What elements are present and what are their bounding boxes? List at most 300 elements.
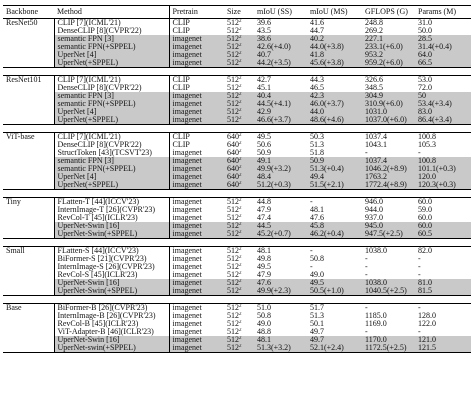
separator-cell: [3, 125, 471, 133]
miou-ss-cell: 42.7: [254, 76, 307, 85]
size-superscript: 2: [239, 149, 242, 154]
method-cell: semantic FPN(+SPPEL): [54, 43, 169, 51]
backbone-cell: ViT-base: [3, 133, 54, 142]
backbone-cell: [3, 230, 54, 239]
params-cell: 60.5: [415, 230, 471, 239]
miou-ss-cell: 45.2(+0.7): [254, 230, 307, 239]
backbone-cell: Base: [3, 304, 54, 313]
gflops-cell: -: [365, 328, 368, 336]
size-cell: [224, 173, 254, 181]
miou-ms-cell: 50.5(+1.0): [307, 287, 362, 296]
size-superscript: 2: [239, 165, 242, 170]
miou-ms-cell: 50.9: [307, 157, 362, 165]
table-row: [3, 312, 471, 320]
params-cell: 83.0: [415, 108, 471, 116]
size-cell: [224, 214, 254, 222]
size-value: 512: [227, 75, 239, 84]
table-row: [3, 287, 471, 296]
size-superscript: 2: [239, 279, 242, 284]
backbone-cell: [3, 27, 54, 35]
gflops-cell: 1170.0: [362, 336, 415, 344]
size-superscript: 2: [239, 328, 242, 333]
gflops-cell: 946.0: [362, 198, 415, 207]
miou-ss-cell: 47.9: [257, 206, 271, 214]
size-superscript: 2: [239, 19, 242, 24]
params-cell: 121.5: [415, 344, 471, 353]
size-value: 512: [227, 18, 239, 27]
size-superscript: 2: [239, 271, 242, 276]
size-value: 512: [227, 59, 239, 67]
method-cell: DenseCLIP [8](CVPR'22): [57, 141, 142, 149]
size-cell: [224, 165, 254, 173]
size-value: 640: [227, 173, 239, 181]
miou-ss-cell: 42.9: [254, 108, 307, 116]
table-row: [3, 214, 471, 222]
method-cell: UperNet(+SPPEL): [54, 59, 169, 68]
params-cell: 101.1(+0.3): [415, 165, 471, 173]
method-cell: DenseCLIP [8](CVPR'22): [57, 27, 142, 35]
miou-ms-cell: 44.0: [307, 108, 362, 116]
gflops-cell: 248.8: [365, 18, 383, 27]
size-cell: [224, 92, 254, 100]
miou-ss-cell: 50.8: [257, 312, 271, 320]
pretrain-cell: CLIP: [169, 84, 224, 92]
size-cell: [224, 27, 254, 35]
size-superscript: 2: [239, 92, 242, 97]
miou-ss-cell: 51.2(+0.3): [254, 181, 307, 190]
size-cell: [224, 230, 254, 239]
miou-ms-cell: 51.3(+0.4): [307, 165, 362, 173]
miou-ms-cell: 48.1: [310, 206, 324, 214]
backbone-cell: [3, 255, 54, 263]
gflops-cell: 269.2: [365, 27, 383, 35]
size-value: 640: [227, 141, 239, 149]
pretrain-cell: imagenet: [169, 35, 224, 43]
backbone-cell: [3, 312, 54, 320]
pretrain-cell: CLIP: [169, 76, 224, 85]
params-cell: 72.0: [418, 84, 432, 92]
table-row: [3, 35, 471, 43]
method-cell: UperNet-Swin [16]: [54, 336, 169, 344]
pretrain-cell: imagenet: [169, 304, 224, 313]
backbone-cell: [3, 35, 54, 43]
method-cell: InternImage-B [26](CVPR'23): [57, 312, 156, 320]
gflops-cell: 937.0: [365, 214, 383, 222]
backbone-cell: [3, 271, 54, 279]
params-cell: 105.3: [418, 141, 436, 149]
miou-ss-cell: 48.4: [254, 173, 307, 181]
table-row: [3, 181, 471, 190]
miou-ms-cell: 46.5: [310, 84, 324, 92]
size-value: 512: [227, 51, 239, 59]
params-cell: 59.0: [418, 206, 432, 214]
size-cell: [224, 108, 254, 116]
group-separator: [3, 190, 471, 198]
group-separator: [3, 125, 471, 133]
size-cell: [224, 133, 254, 142]
gflops-cell: 1031.0: [362, 108, 415, 116]
size-cell: [224, 304, 254, 313]
backbone-cell: [3, 43, 54, 51]
backbone-cell: [3, 173, 54, 181]
size-value: 512: [227, 303, 239, 312]
table-row: [3, 149, 471, 157]
pretrain-cell: CLIP: [169, 19, 224, 28]
size-value: 512: [227, 100, 239, 108]
method-cell: BiFormer-B [26](CVPR'23): [54, 304, 169, 313]
method-cell: UperNet(+SPPEL): [54, 116, 169, 125]
miou-ms-cell: 48.6(+4.6): [307, 116, 362, 125]
size-value: 512: [227, 246, 239, 255]
backbone-cell: [3, 165, 54, 173]
size-superscript: 2: [239, 336, 242, 341]
size-superscript: 2: [239, 100, 242, 105]
backbone-cell: [3, 59, 54, 68]
backbone-cell: [3, 51, 54, 59]
miou-ss-cell: 49.9(+2.3): [254, 287, 307, 296]
backbone-cell: ResNet101: [3, 76, 54, 85]
method-cell: UperNet-Swin [16]: [54, 222, 169, 230]
params-cell: 50.0: [418, 27, 432, 35]
params-cell: 60.0: [415, 222, 471, 230]
pretrain-cell: imagenet: [169, 312, 224, 320]
table-row: [3, 328, 471, 336]
size-value: 512: [227, 263, 239, 271]
size-superscript: 2: [239, 230, 242, 235]
size-superscript: 2: [239, 76, 242, 81]
pretrain-cell: imagenet: [169, 157, 224, 165]
table-row: [3, 84, 471, 92]
table-body: [3, 19, 471, 353]
size-value: 512: [227, 222, 239, 230]
backbone-cell: [3, 320, 54, 328]
method-cell: UperNet(+SPPEL): [54, 181, 169, 190]
miou-ss-cell: 47.6: [254, 279, 307, 287]
size-value: 512: [227, 336, 239, 344]
gflops-cell: 1037.4: [362, 157, 415, 165]
gflops-cell: 1772.4(+8.9): [362, 181, 415, 190]
size-superscript: 2: [239, 84, 242, 89]
method-cell: UperNet-Swin(+SPPEL): [54, 287, 169, 296]
miou-ss-cell: 45.1: [257, 84, 271, 92]
header-params: Params (M): [415, 6, 471, 19]
size-value: 512: [227, 84, 239, 92]
separator-cell: [3, 190, 471, 198]
miou-ms-cell: 51.7: [307, 304, 362, 313]
table-row: [3, 141, 471, 149]
pretrain-cell: imagenet: [169, 230, 224, 239]
miou-ss-cell: 49.1: [254, 157, 307, 165]
size-cell: [224, 157, 254, 165]
size-cell: [224, 320, 254, 328]
method-cell: FLatten-S [44](ICCV'23): [54, 247, 169, 256]
params-cell: 81.0: [415, 279, 471, 287]
miou-ms-cell: 51.5(+2.1): [307, 181, 362, 190]
miou-ms-cell: 49.5: [307, 279, 362, 287]
size-cell: [224, 247, 254, 256]
params-cell: 120.3(+0.3): [415, 181, 471, 190]
miou-ss-cell: 38.6: [254, 35, 307, 43]
table-row: [3, 255, 471, 263]
pretrain-cell: imagenet: [169, 92, 224, 100]
pretrain-cell: imagenet: [169, 328, 224, 336]
params-cell: 60.0: [418, 214, 432, 222]
miou-ms-cell: 50.8: [310, 255, 324, 263]
size-superscript: 2: [239, 108, 242, 113]
miou-ms-cell: -: [307, 247, 362, 256]
separator-cell: [3, 296, 471, 304]
backbone-cell: [3, 84, 54, 92]
table-row: [3, 173, 471, 181]
size-cell: [224, 84, 254, 92]
params-cell: -: [418, 328, 421, 336]
header-backbone: Backbone: [3, 6, 54, 19]
results-table: [3, 5, 471, 353]
pretrain-cell: imagenet: [169, 165, 224, 173]
gflops-cell: -: [362, 304, 415, 313]
header-pretrain: Pretrain: [169, 6, 224, 19]
miou-ss-cell: 42.6(+4.0): [254, 43, 307, 51]
gflops-cell: 953.2: [362, 51, 415, 59]
size-superscript: 2: [239, 214, 242, 219]
table-row: [3, 133, 471, 142]
method-cell: RevCol-T [45](ICLR'23): [57, 214, 138, 222]
pretrain-cell: imagenet: [169, 222, 224, 230]
gflops-cell: 1040.5(+2.5): [362, 287, 415, 296]
table-row: [3, 271, 471, 279]
miou-ss-cell: 46.6(+3.7): [254, 116, 307, 125]
method-cell: DenseCLIP [8](CVPR'22): [57, 84, 142, 92]
method-cell: CLIP [7](ICML'21): [54, 76, 169, 85]
size-value: 512: [227, 43, 239, 51]
size-superscript: 2: [239, 255, 242, 260]
method-cell: CLIP [7](ICML'21): [54, 133, 169, 142]
params-cell: 100.8: [415, 157, 471, 165]
backbone-cell: [3, 157, 54, 165]
size-superscript: 2: [239, 51, 242, 56]
table-row: [3, 320, 471, 328]
size-superscript: 2: [239, 247, 242, 252]
pretrain-cell: CLIP: [169, 133, 224, 142]
miou-ms-cell: 50.1: [310, 320, 324, 328]
params-cell: 50: [415, 92, 471, 100]
size-superscript: 2: [239, 59, 242, 64]
group-separator: [3, 296, 471, 304]
group-separator: [3, 68, 471, 76]
size-cell: [224, 279, 254, 287]
method-cell: semantic FPN [3]: [54, 35, 169, 43]
table-row: [3, 344, 471, 353]
size-cell: [224, 76, 254, 85]
pretrain-cell: imagenet: [169, 108, 224, 116]
miou-ms-cell: 46.0(+3.7): [307, 100, 362, 108]
size-value: 512: [227, 344, 239, 352]
table-row: [3, 157, 471, 165]
backbone-cell: [3, 279, 54, 287]
pretrain-cell: imagenet: [169, 59, 224, 68]
table-row: [3, 263, 471, 271]
miou-ss-cell: 49.9(+3.2): [254, 165, 307, 173]
table-row: [3, 51, 471, 59]
size-value: 512: [227, 230, 239, 238]
size-cell: [224, 181, 254, 190]
pretrain-cell: imagenet: [169, 198, 224, 207]
size-superscript: 2: [239, 157, 242, 162]
gflops-cell: 945.0: [362, 222, 415, 230]
size-cell: [224, 51, 254, 59]
size-value: 640: [227, 132, 239, 141]
size-cell: [224, 344, 254, 353]
miou-ss-cell: 49.8: [257, 255, 271, 263]
size-value: 640: [227, 181, 239, 189]
method-cell: UperNet [4]: [54, 51, 169, 59]
method-cell: InternImage-S [26](CVPR'23): [57, 263, 155, 271]
size-value: 512: [227, 27, 239, 35]
gflops-cell: 326.6: [362, 76, 415, 85]
size-value: 512: [227, 197, 239, 206]
gflops-cell: -: [365, 263, 368, 271]
table-row: [3, 304, 471, 313]
size-superscript: 2: [239, 181, 242, 186]
miou-ms-cell: 51.8: [310, 149, 324, 157]
size-cell: [224, 336, 254, 344]
gflops-cell: 348.5: [365, 84, 383, 92]
size-value: 512: [227, 279, 239, 287]
miou-ss-cell: 51.3(+3.2): [254, 344, 307, 353]
size-cell: [224, 100, 254, 108]
table-row: [3, 100, 471, 108]
method-cell: UperNet-Swin [16]: [54, 279, 169, 287]
params-cell: -: [415, 304, 471, 313]
size-superscript: 2: [239, 141, 242, 146]
miou-ms-cell: 47.6: [310, 214, 324, 222]
size-cell: [224, 206, 254, 214]
pretrain-cell: imagenet: [169, 181, 224, 190]
miou-ss-cell: 39.6: [257, 18, 271, 27]
params-cell: 86.4(+3.4): [415, 116, 471, 125]
gflops-cell: 1763.2: [362, 173, 415, 181]
miou-ss-cell: 43.5: [257, 27, 271, 35]
method-cell: RevCol-B [45](ICLR'23): [57, 320, 139, 328]
method-cell: CLIP [7](ICML'21): [57, 18, 121, 27]
pretrain-cell: CLIP: [169, 27, 224, 35]
miou-ss-cell: 51.0: [254, 304, 307, 313]
miou-ss-cell: 48.1: [254, 336, 307, 344]
header-row: [3, 6, 471, 19]
miou-ms-cell: 45.6(+3.8): [307, 59, 362, 68]
params-cell: 31.0: [418, 18, 432, 27]
table-row: [3, 19, 471, 28]
size-cell: [224, 222, 254, 230]
backbone-cell: [3, 263, 54, 271]
miou-ms-cell: 49.7: [310, 328, 324, 336]
miou-ms-cell: 50.3: [307, 133, 362, 142]
table-row: [3, 43, 471, 51]
method-cell: BiFormer-S [21](CVPR'23): [57, 255, 147, 263]
gflops-cell: 1185.0: [365, 312, 387, 320]
size-value: 640: [227, 157, 239, 165]
size-value: 512: [227, 108, 239, 116]
size-superscript: 2: [239, 263, 242, 268]
miou-ms-cell: 41.8: [307, 51, 362, 59]
size-value: 512: [227, 255, 239, 263]
size-value: 512: [227, 328, 239, 336]
method-cell: ViT-Adapter-B [46](ICLR'23): [57, 328, 154, 336]
size-superscript: 2: [239, 312, 242, 317]
miou-ss-cell: 48.8: [257, 328, 271, 336]
backbone-cell: [3, 92, 54, 100]
miou-ms-cell: 44.7: [310, 27, 324, 35]
size-cell: [224, 198, 254, 207]
pretrain-cell: imagenet: [169, 43, 224, 51]
separator-cell: [3, 239, 471, 247]
miou-ms-cell: -: [307, 198, 362, 207]
params-cell: 122.0: [418, 320, 436, 328]
gflops-cell: 233.1(+6.0): [362, 43, 415, 51]
pretrain-cell: imagenet: [169, 320, 224, 328]
size-cell: [224, 287, 254, 296]
gflops-cell: 304.9: [362, 92, 415, 100]
size-superscript: 2: [239, 206, 242, 211]
method-cell: semantic FPN [3]: [54, 157, 169, 165]
params-cell: 53.4(+3.4): [415, 100, 471, 108]
size-cell: [224, 35, 254, 43]
backbone-cell: [3, 336, 54, 344]
size-cell: [224, 312, 254, 320]
method-cell: semantic FPN(+SPPEL): [54, 165, 169, 173]
miou-ms-cell: 44.0(+3.8): [307, 43, 362, 51]
size-cell: [224, 59, 254, 68]
table-row: [3, 108, 471, 116]
size-superscript: 2: [239, 344, 242, 349]
backbone-cell: ResNet50: [3, 19, 54, 28]
gflops-cell: 1169.0: [365, 320, 387, 328]
method-cell: UperNet-Swin(+SPPEL): [54, 230, 169, 239]
miou-ms-cell: 49.0: [310, 271, 324, 279]
pretrain-cell: imagenet: [169, 344, 224, 353]
size-value: 512: [227, 92, 239, 100]
table-row: [3, 206, 471, 214]
gflops-cell: -: [365, 149, 368, 157]
pretrain-cell: imagenet: [169, 247, 224, 256]
gflops-cell: 947.5(+2.5): [362, 230, 415, 239]
size-value: 640: [227, 149, 239, 157]
method-cell: semantic FPN(+SPPEL): [54, 100, 169, 108]
gflops-cell: 1037.0(+6.0): [362, 116, 415, 125]
backbone-cell: [3, 108, 54, 116]
miou-ss-cell: 48.1: [254, 247, 307, 256]
header-method: Method: [54, 6, 169, 19]
size-cell: [224, 43, 254, 51]
pretrain-cell: imagenet: [169, 287, 224, 296]
table-row: [3, 116, 471, 125]
method-cell: UperNet [4]: [54, 173, 169, 181]
pretrain-cell: imagenet: [169, 255, 224, 263]
params-cell: 121.0: [415, 336, 471, 344]
params-cell: -: [418, 255, 421, 263]
miou-ms-cell: 46.2(+0.4): [307, 230, 362, 239]
table-row: [3, 27, 471, 35]
size-superscript: 2: [239, 304, 242, 309]
table-row: [3, 92, 471, 100]
size-value: 512: [227, 320, 239, 328]
table-row: [3, 247, 471, 256]
size-value: 512: [227, 287, 239, 295]
pretrain-cell: imagenet: [169, 51, 224, 59]
pretrain-cell: CLIP: [169, 141, 224, 149]
size-cell: [224, 19, 254, 28]
size-superscript: 2: [239, 173, 242, 178]
